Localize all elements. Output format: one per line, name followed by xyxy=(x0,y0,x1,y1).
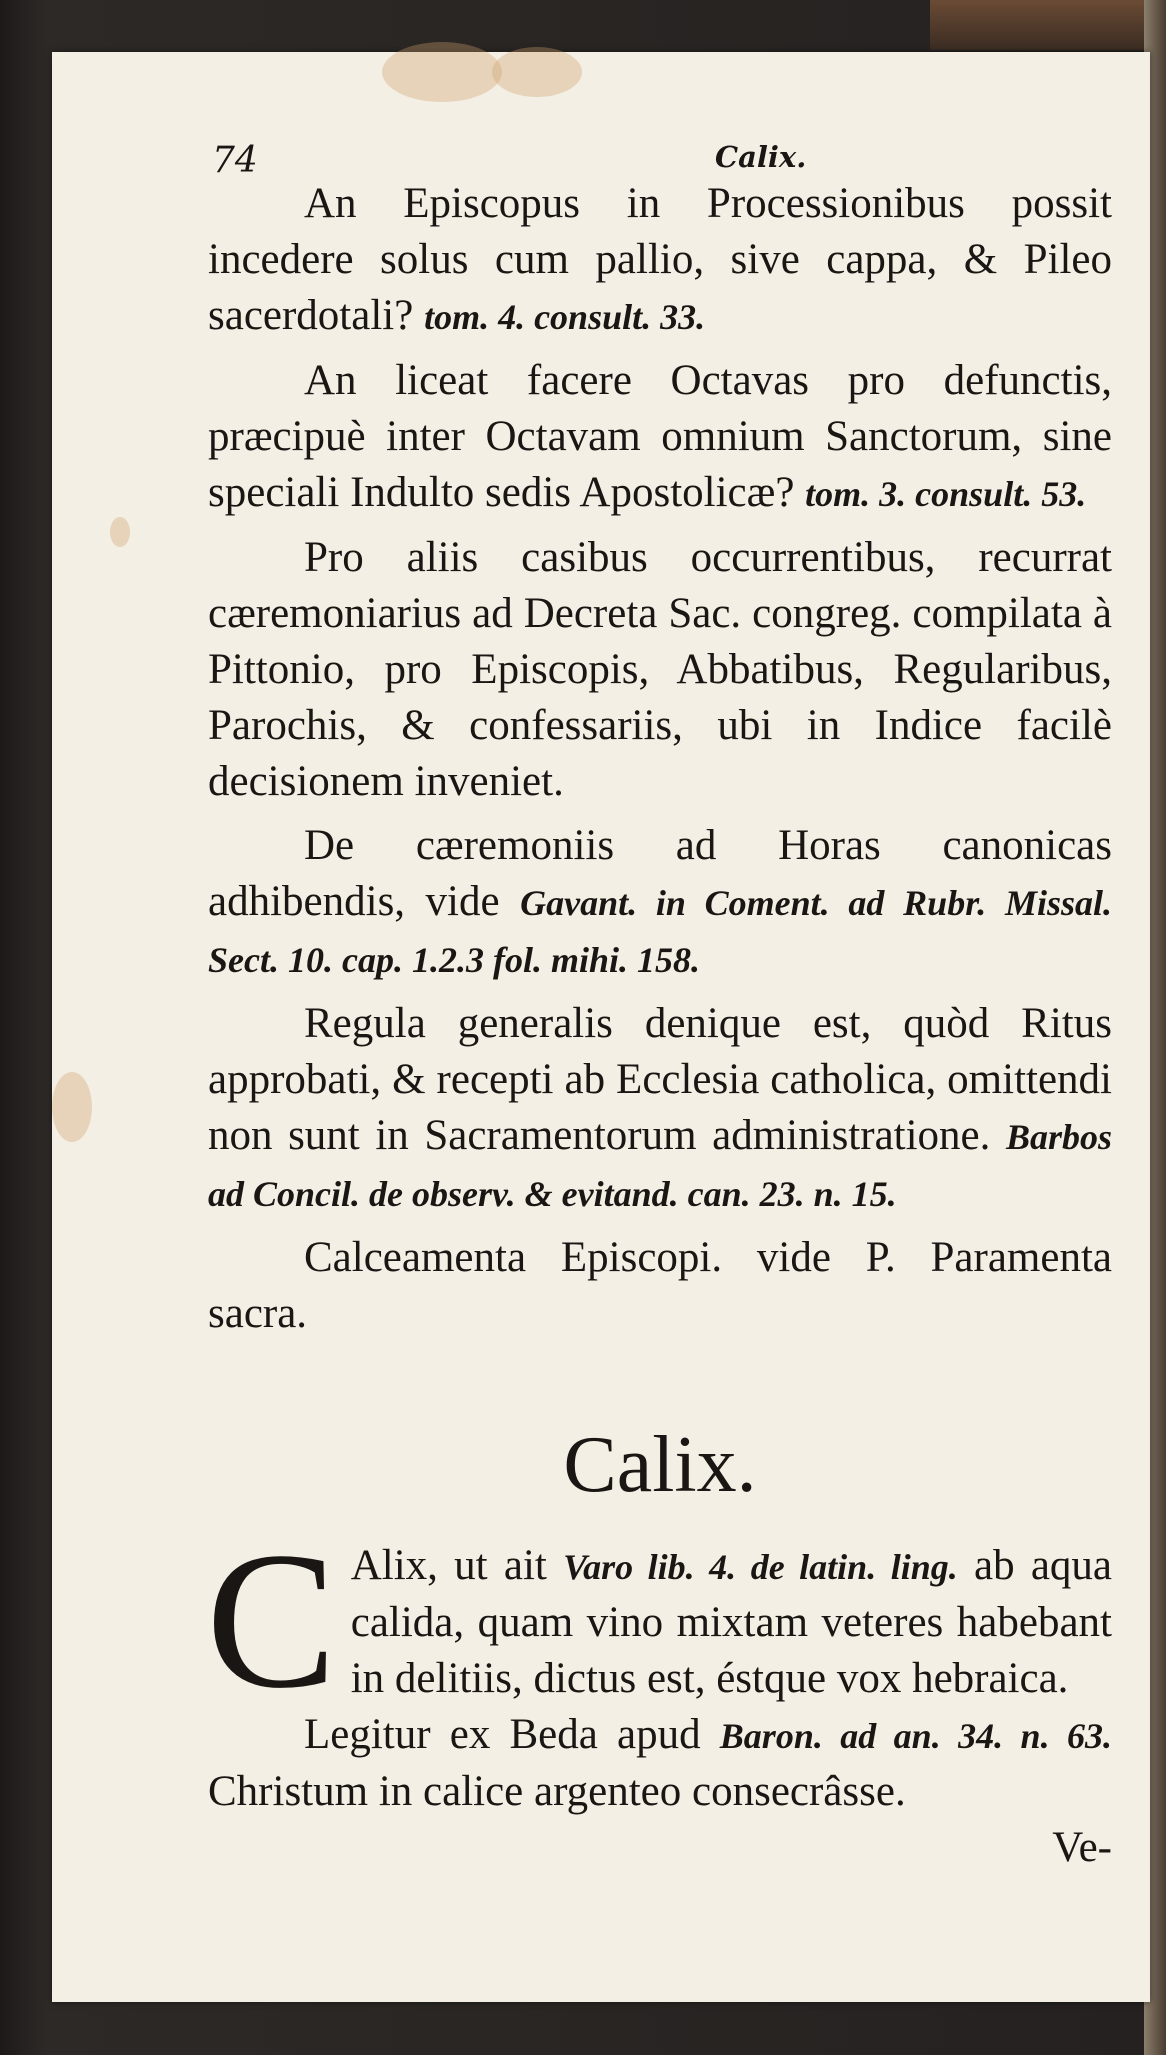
paragraph-text: De cæremoniis ad Horas canonicas adhibendis, vide xyxy=(208,822,1112,925)
paragraph xyxy=(208,818,1112,988)
paper-stain xyxy=(110,517,130,547)
paragraph xyxy=(208,996,1112,1222)
paragraph xyxy=(208,1230,1112,1342)
citation: Barbos ad Concil. de observ. & evitand. can. 23. n. 15. xyxy=(208,1117,1112,1214)
citation: tom. 4. consult. 33. xyxy=(424,297,706,337)
section-opening xyxy=(206,1512,1113,1729)
paragraph xyxy=(208,176,1112,345)
paragraph xyxy=(208,353,1112,522)
paragraph-text: Regula generalis denique est, quòd Ritus approbati, & recepti ab Ecclesia catholica, omittendi non sunt in Sacramentorum administratione. xyxy=(208,1000,1112,1159)
citation: Baron. ad an. 34. n. 63. xyxy=(719,1716,1113,1756)
paragraph-text: Alix, ut ait xyxy=(350,1542,547,1589)
citation: tom. 3. consult. 53. xyxy=(805,474,1087,514)
paragraph-text: An Episcopus in Processionibus possit incedere solus cum pallio, sive cappa, & Pileo sacerdotali? xyxy=(208,180,1112,339)
citation: Gavant. in Coment. ad Rubr. Missal. Sect. 10. cap. 1.2.3 fol. mihi. 158. xyxy=(208,883,1112,980)
paper-stain xyxy=(52,1072,92,1142)
drop-cap: C xyxy=(206,1512,337,1729)
running-title: Calix. xyxy=(715,140,807,174)
section-title: Calix. xyxy=(563,1421,757,1509)
paragraph-text: ab aqua calida, quam vino mixtam veteres habebant in delitiis, dictus est, éstque vox hebraica. xyxy=(350,1542,1113,1702)
paper-stain xyxy=(382,42,502,102)
paragraph-text: Legitur ex Beda apud xyxy=(304,1711,701,1758)
paragraph-text: Christum in calice argenteo consecrâsse. xyxy=(208,1768,906,1815)
paragraph-text: Pro aliis casibus occurrentibus, recurrat cæremoniarius ad Decreta Sac. congreg. compilata à Pittonio, pro Episcopis, Abbatibus, Regularibus, Parochis, & confessariis, ubi in Indice facilè decisionem inveniet. xyxy=(208,534,1112,805)
page-number: 74 xyxy=(212,140,258,181)
paragraph xyxy=(208,1707,1112,1820)
citation: Varo lib. 4. de latin. ling. xyxy=(563,1547,958,1587)
paper-stain xyxy=(492,47,582,97)
book-edge-top xyxy=(930,0,1166,50)
catchword: Ve- xyxy=(1052,1824,1112,1871)
body-text xyxy=(208,176,1112,1876)
paragraph-text: An liceat facere Octavas pro defunctis, præcipuè inter Octavam omnium Sanctorum, sine speciali Indulto sedis Apostolicæ? xyxy=(208,357,1112,516)
paragraph xyxy=(208,530,1112,810)
paragraph-text: Calceamenta Episcopi. vide P. Paramenta sacra. xyxy=(208,1234,1112,1337)
paragraph xyxy=(206,1512,1113,1729)
